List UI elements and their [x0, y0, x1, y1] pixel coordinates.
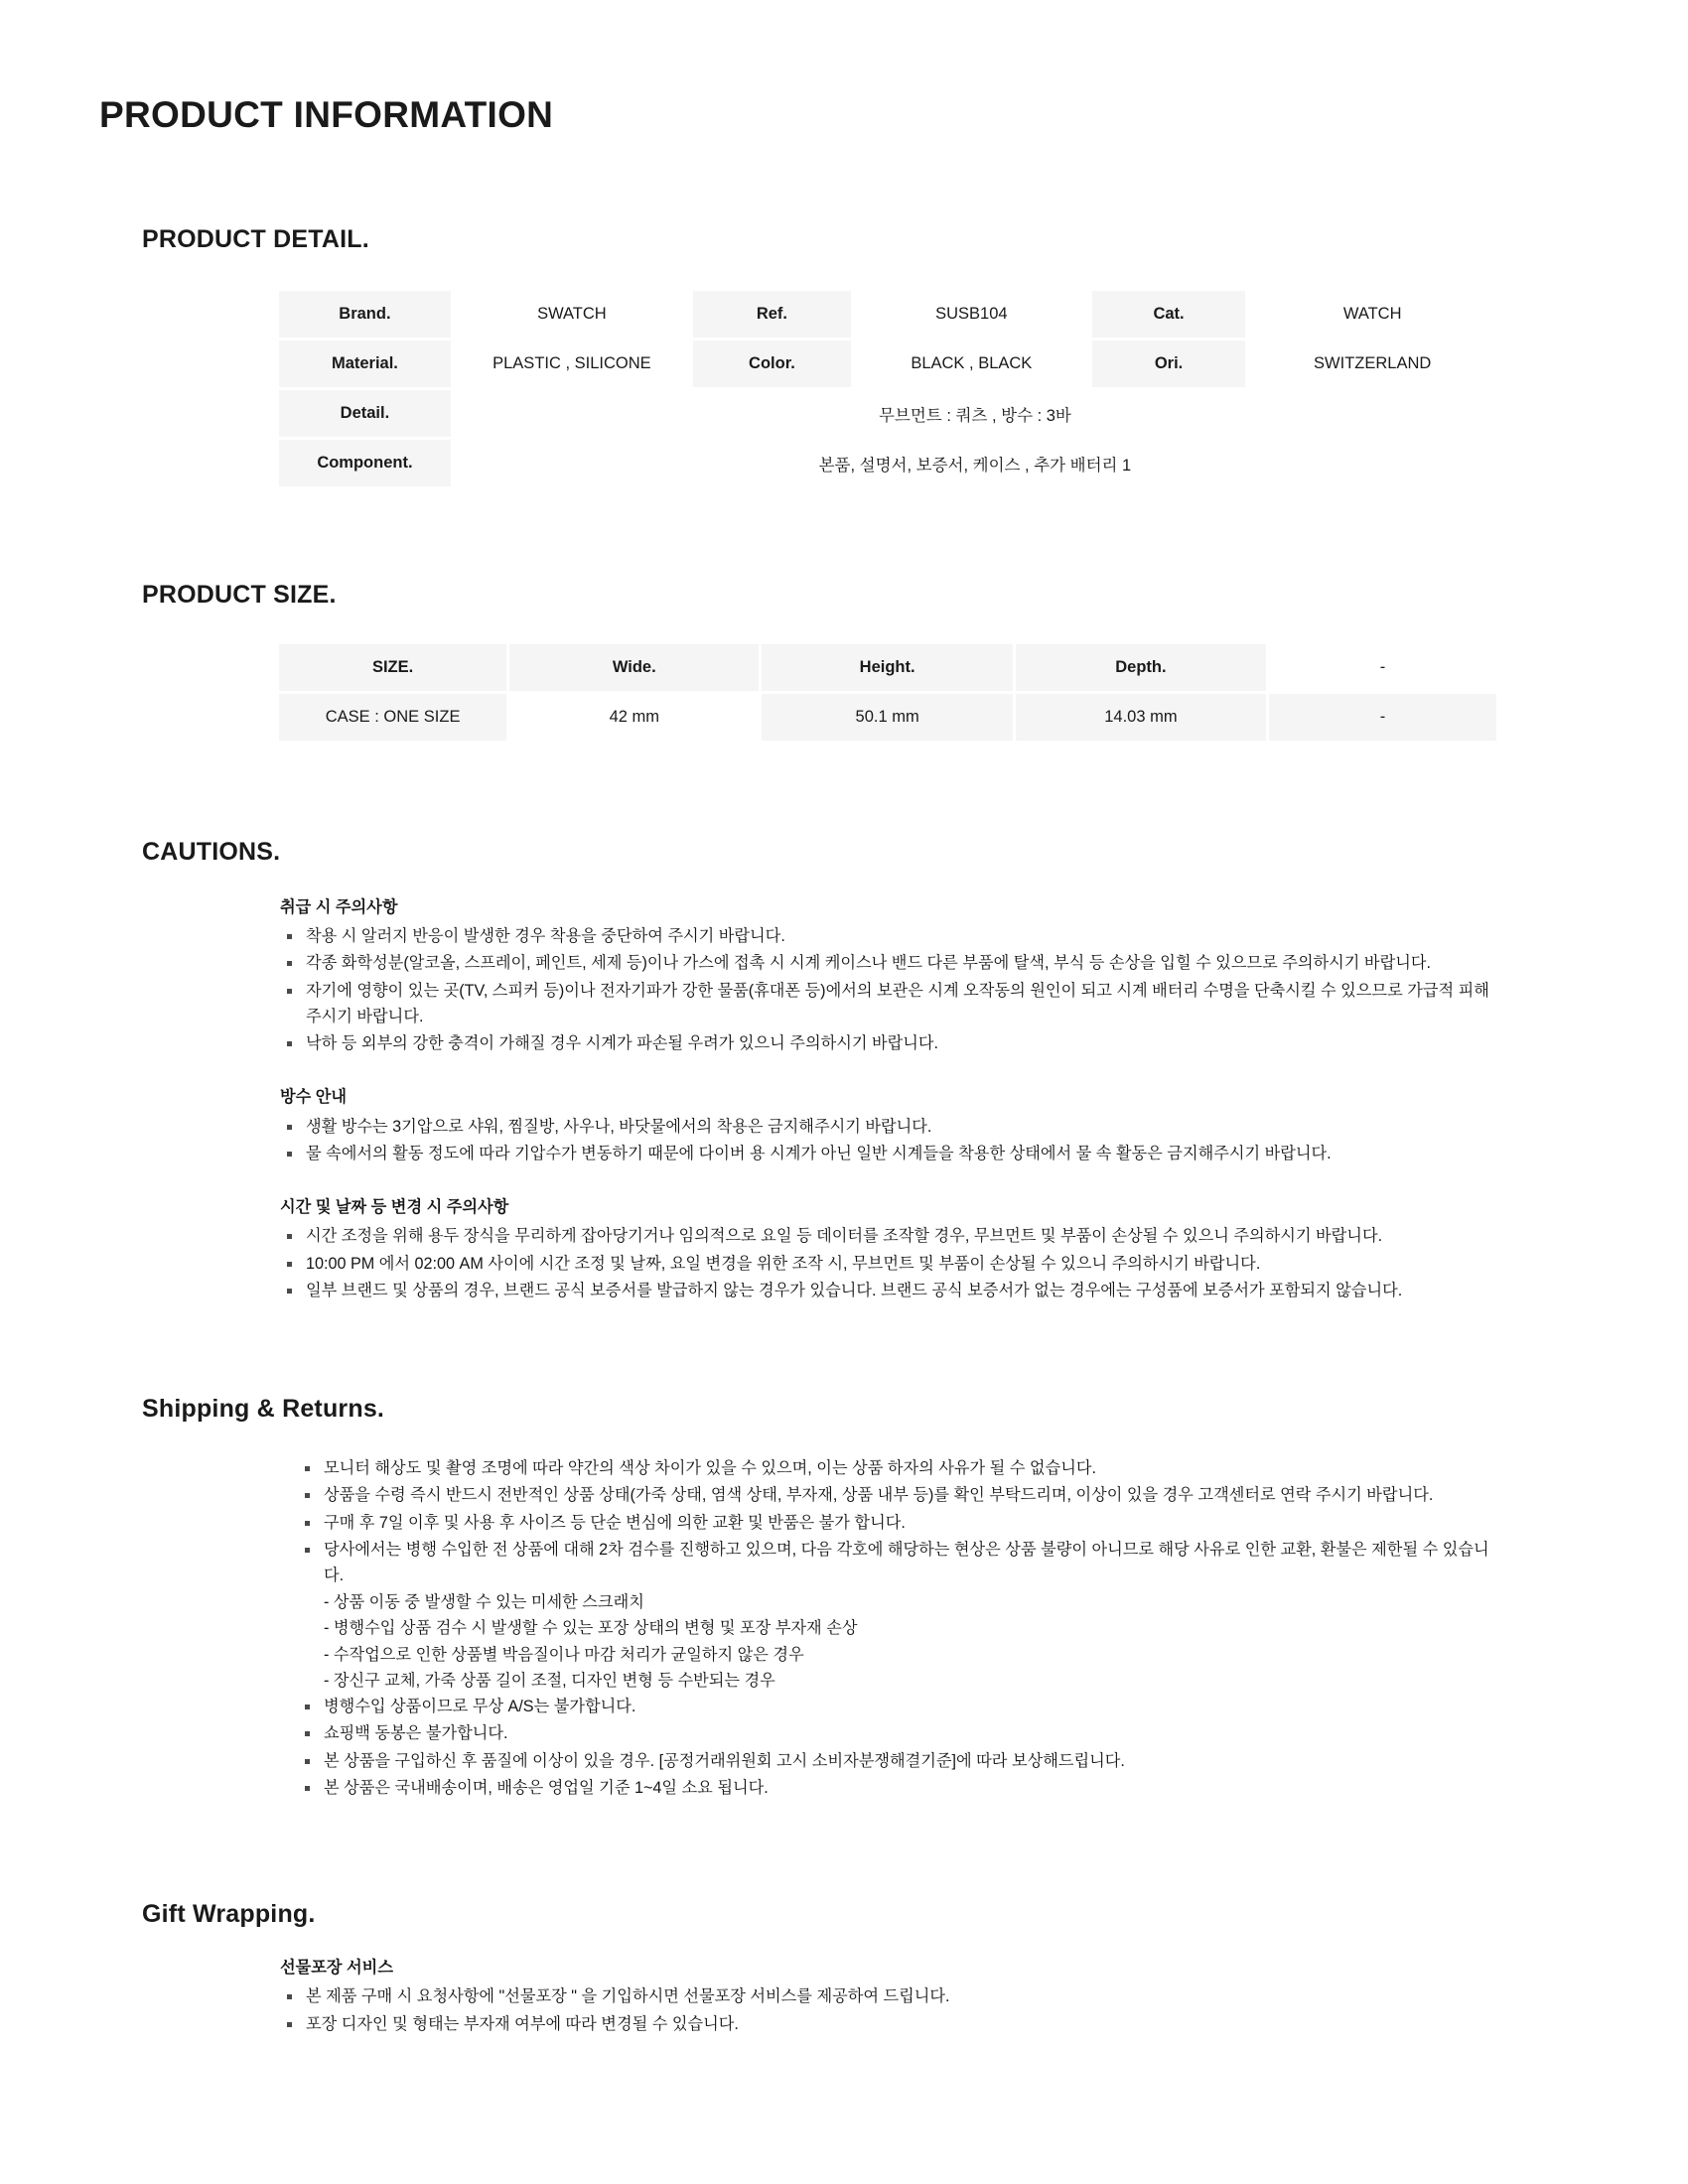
detail-cell-label-component: Component.: [279, 440, 451, 486]
size-header-cell: Depth.: [1016, 644, 1266, 691]
cautions-group-waterproof: [280, 1084, 1499, 1166]
cautions-group-title: 시간 및 날짜 등 변경 시 주의사항: [280, 1198, 509, 1217]
detail-cell-value: SUSB104: [854, 291, 1089, 338]
gift-wrapping-subtitle: 선물포장 서비스: [280, 1959, 393, 1978]
detail-cell-value: WATCH: [1248, 291, 1496, 338]
size-header-cell: Height.: [762, 644, 1013, 691]
gift-wrapping-list: [280, 1983, 1499, 2036]
shipping-sub-item: - 병행수입 상품 검수 시 발생할 수 있는 포장 상태의 변형 및 포장 부자재 손상: [324, 1619, 858, 1638]
product-detail-table: [276, 288, 1499, 489]
section-title-cautions: CAUTIONS.: [142, 838, 281, 866]
detail-cell-value: BLACK , BLACK: [854, 341, 1089, 387]
size-header-cell: SIZE.: [279, 644, 506, 691]
list-item: 포장 디자인 및 형태는 부자재 여부에 따라 변경될 수 있습니다.: [280, 2011, 1499, 2037]
detail-cell-value-component: 본품, 설명서, 보증서, 케이스 , 추가 배터리 1: [454, 440, 1496, 486]
table-row: [279, 440, 1496, 486]
page-title: PRODUCT INFORMATION: [99, 94, 554, 135]
shipping-sub-item: - 장신구 교체, 가죽 상품 길이 조절, 디자인 변형 등 수반되는 경우: [324, 1671, 775, 1690]
table-row: [279, 291, 1496, 338]
shipping-list: [298, 1455, 1499, 1588]
list-item: 본 제품 구매 시 요청사항에 "선물포장 " 을 기입하시면 선물포장 서비스를 제공하여 드립니다.: [280, 1983, 1499, 2009]
shipping-list-continued: [298, 1694, 1499, 1801]
list-item: 본 상품을 구입하신 후 품질에 이상이 있을 경우. [공정거래위원회 고시 소비자분쟁해결기준]에 따라 보상해드립니다.: [298, 1748, 1499, 1774]
list-item: 물 속에서의 활동 정도에 따라 기압수가 변동하기 때문에 다이버 용 시계가 아닌 일반 시계들을 착용한 상태에서 물 속 활동은 금지해주시기 바랍니다.: [280, 1141, 1499, 1166]
shipping-sub-item: - 상품 이동 중 발생할 수 있는 미세한 스크래치: [324, 1593, 644, 1612]
section-title-gift-wrapping: Gift Wrapping.: [142, 1900, 316, 1929]
table-row: [279, 341, 1496, 387]
section-title-product-size: PRODUCT SIZE.: [142, 581, 337, 609]
list-item: 10:00 PM 에서 02:00 AM 사이에 시간 조정 및 날짜, 요일 변경을 위한 조작 시, 무브먼트 및 부품이 손상될 수 있으니 주의하시기 바랍니다.: [280, 1251, 1499, 1277]
table-row: [279, 390, 1496, 437]
list-item: 모니터 해상도 및 촬영 조명에 따라 약간의 색상 차이가 있을 수 있으며, 이는 상품 하자의 사유가 될 수 없습니다.: [298, 1455, 1499, 1481]
list-item: 구매 후 7일 이후 및 사용 후 사이즈 등 단순 변심에 의한 교환 및 반품은 불가 합니다.: [298, 1510, 1499, 1536]
detail-cell-label-detail: Detail.: [279, 390, 451, 437]
product-size-table: [276, 641, 1499, 744]
detail-cell-label: Ref.: [693, 291, 851, 338]
cautions-group-handling: [280, 894, 1499, 1056]
list-item: 쇼핑백 동봉은 불가합니다.: [298, 1720, 1499, 1746]
list-item: 자기에 영향이 있는 곳(TV, 스피커 등)이나 전자기파가 강한 물품(휴대폰 등)에서의 보관은 시계 오작동의 원인이 되고 시계 배터리 수명을 단축시킬 수 있으므로 가급적 피해주시기 바랍니다.: [280, 978, 1499, 1029]
cautions-list: [280, 1223, 1499, 1303]
detail-cell-value-detail: 무브먼트 : 쿼츠 , 방수 : 3바: [454, 390, 1496, 437]
detail-cell-value: PLASTIC , SILICONE: [454, 341, 690, 387]
detail-cell-label: Brand.: [279, 291, 451, 338]
section-title-product-detail: PRODUCT DETAIL.: [142, 225, 369, 253]
list-item: 각종 화학성분(알코올, 스프레이, 페인트, 세제 등)이나 가스에 접촉 시 시계 케이스나 밴드 다른 부품에 탈색, 부식 등 손상을 입힐 수 있으므로 주의하시기 바랍니다.: [280, 950, 1499, 976]
detail-cell-label: Color.: [693, 341, 851, 387]
table-row: [279, 694, 1496, 741]
list-item: 병행수입 상품이므로 무상 A/S는 불가합니다.: [298, 1694, 1499, 1719]
list-item: 낙하 등 외부의 강한 충격이 가해질 경우 시계가 파손될 우려가 있으니 주의하시기 바랍니다.: [280, 1030, 1499, 1056]
size-header-cell: Wide.: [509, 644, 759, 691]
list-item: 생활 방수는 3기압으로 샤워, 찜질방, 사우나, 바닷물에서의 착용은 금지해주시기 바랍니다.: [280, 1114, 1499, 1140]
size-header-cell: -: [1269, 644, 1496, 691]
size-value-cell: -: [1269, 694, 1496, 741]
cautions-group-title: 방수 안내: [280, 1088, 348, 1107]
detail-cell-value: SWITZERLAND: [1248, 341, 1496, 387]
shipping-returns-content: [298, 1455, 1499, 1801]
cautions-group-title: 취급 시 주의사항: [280, 898, 398, 916]
cautions-group-time-change: [280, 1194, 1499, 1303]
list-item: 착용 시 알러지 반응이 발생한 경우 착용을 중단하여 주시기 바랍니다.: [280, 923, 1499, 949]
section-title-shipping-returns: Shipping & Returns.: [142, 1395, 385, 1424]
shipping-sub-item: - 수작업으로 인한 상품별 박음질이나 마감 처리가 균일하지 않은 경우: [324, 1645, 804, 1664]
detail-cell-label: Cat.: [1092, 291, 1246, 338]
list-item: 일부 브랜드 및 상품의 경우, 브랜드 공식 보증서를 발급하지 않는 경우가 있습니다. 브랜드 공식 보증서가 없는 경우에는 구성품에 보증서가 포함되지 않습니다.: [280, 1278, 1499, 1303]
size-value-cell: 42 mm: [509, 694, 759, 741]
detail-cell-label: Ori.: [1092, 341, 1246, 387]
table-row-header: [279, 644, 1496, 691]
size-value-cell: CASE : ONE SIZE: [279, 694, 506, 741]
cautions-list: [280, 923, 1499, 1056]
list-item: 시간 조정을 위해 용두 장식을 무리하게 잡아당기거나 임의적으로 요일 등 데이터를 조작할 경우, 무브먼트 및 부품이 손상될 수 있으니 주의하시기 바랍니다.: [280, 1223, 1499, 1249]
detail-cell-value: SWATCH: [454, 291, 690, 338]
list-item: 상품을 수령 즉시 반드시 전반적인 상품 상태(가죽 상태, 염색 상태, 부자재, 상품 내부 등)를 확인 부탁드리며, 이상이 있을 경우 고객센터로 연락 주시기 바랍니다.: [298, 1482, 1499, 1508]
cautions-list: [280, 1114, 1499, 1166]
list-item: 본 상품은 국내배송이며, 배송은 영업일 기준 1~4일 소요 됩니다.: [298, 1775, 1499, 1801]
size-value-cell: 14.03 mm: [1016, 694, 1266, 741]
list-item: 당사에서는 병행 수입한 전 상품에 대해 2차 검수를 진행하고 있으며, 다음 각호에 해당하는 현상은 상품 불량이 아니므로 해당 사유로 인한 교환, 환불은 제한될 수 있습니다.: [298, 1537, 1499, 1588]
gift-wrapping-content: [280, 1955, 1499, 2037]
size-value-cell: 50.1 mm: [762, 694, 1013, 741]
detail-cell-label: Material.: [279, 341, 451, 387]
